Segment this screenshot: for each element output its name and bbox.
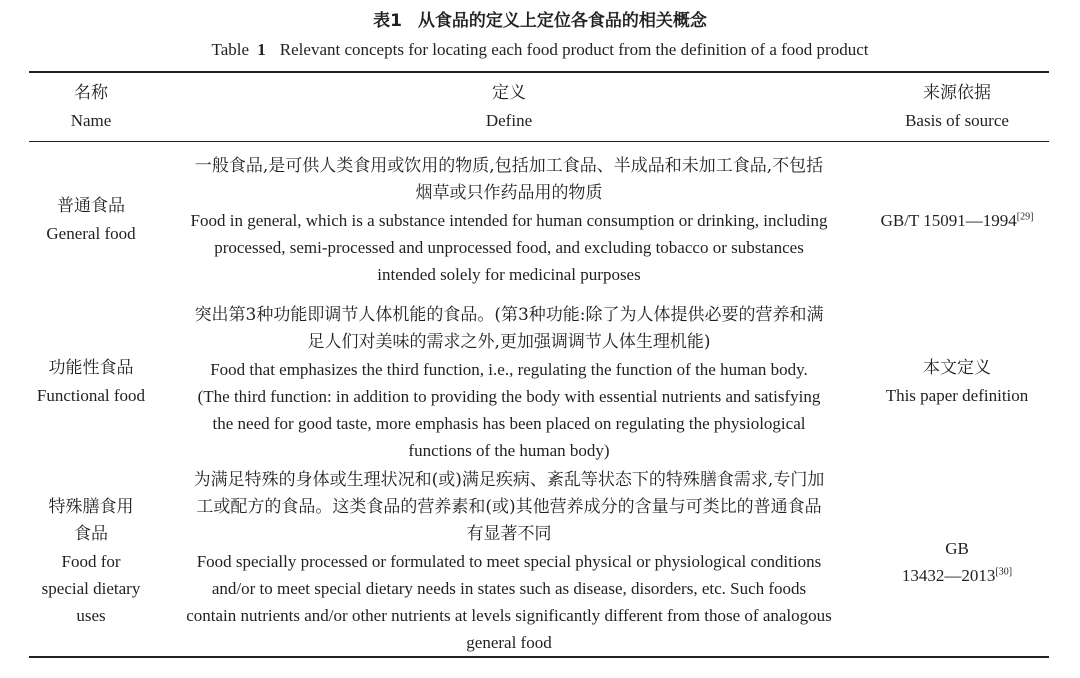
table-label-en-number: 1	[257, 40, 266, 59]
table-bottom-rule	[29, 656, 1049, 658]
reference-29: [29]	[1016, 211, 1034, 223]
row-functional-food-name: 功能性食品 Functional food	[36, 358, 146, 405]
table-label-en-prefix: Table	[211, 40, 250, 59]
table-title-en	[0, 40, 1080, 60]
header-define: 定义 Define	[485, 83, 533, 130]
table-title-en-text: Relevant concepts for locating each food product from the definition of a food product	[279, 40, 869, 59]
row-functional-food-source: 本文定义 This paper definition	[885, 358, 1029, 405]
reference-30: [30]	[995, 566, 1013, 578]
table-top-rule	[29, 71, 1049, 73]
table-header-rule	[29, 141, 1049, 142]
table-title-cn	[0, 6, 1080, 31]
row-general-food-definition: 一般食品,是可供人类食用或饮用的物质,包括加工食品、半成品和未加工食品,不包括 烟草或只作药品用的物质 Food in general, which is a substance intended for human consumption or drinking, including processed, semi-processed and unprocessed food, and excluding tobacco or substances intended solely for medicinal purposes	[190, 156, 828, 284]
table-label-cn: 表1	[373, 11, 402, 31]
row-special-dietary-food-definition: 为满足特殊的身体或生理状况和(或)满足疾病、紊乱等状态下的特殊膳食需求,专门加 工或配方的食品。这类食品的营养素和(或)其他营养成分的含量与可类比的普通食品 有显著不同 Food specially processed or formulated to meet special physical or physiological conditions and/or to meet special dietary needs in states such as disease, disorders, etc. Such foods contain nutrients and/or other nutrients at levels significantly different from those of analogous general food	[186, 470, 832, 652]
table-title-cn-text: 从食品的定义上定位各食品的相关概念	[417, 11, 707, 31]
row-special-dietary-food-source: GB 13432—2013[30]	[901, 539, 1013, 585]
row-general-food-name: 普通食品 General food	[46, 196, 136, 243]
row-general-food-source: GB/T 15091—1994[29]	[880, 211, 1034, 230]
row-functional-food-definition: 突出第3种功能即调节人体机能的食品。(第3种功能:除了为人体提供必要的营养和满 足人们对美味的需求之外,更加强调调节人体生理机能) Food that emphasizes the third function, i.e., regulating the function of the human body. (The third function: in addition to providing the body with essential nutrients and satisfying the need for good taste, more emphasis has been placed on regulating the physiological functions of the human body)	[194, 305, 824, 460]
row-special-dietary-food-name: 特殊膳食用 食品 Food for special dietary uses	[41, 497, 141, 625]
header-source: 来源依据 Basis of source	[905, 83, 1009, 130]
header-name: 名称 Name	[70, 83, 112, 130]
